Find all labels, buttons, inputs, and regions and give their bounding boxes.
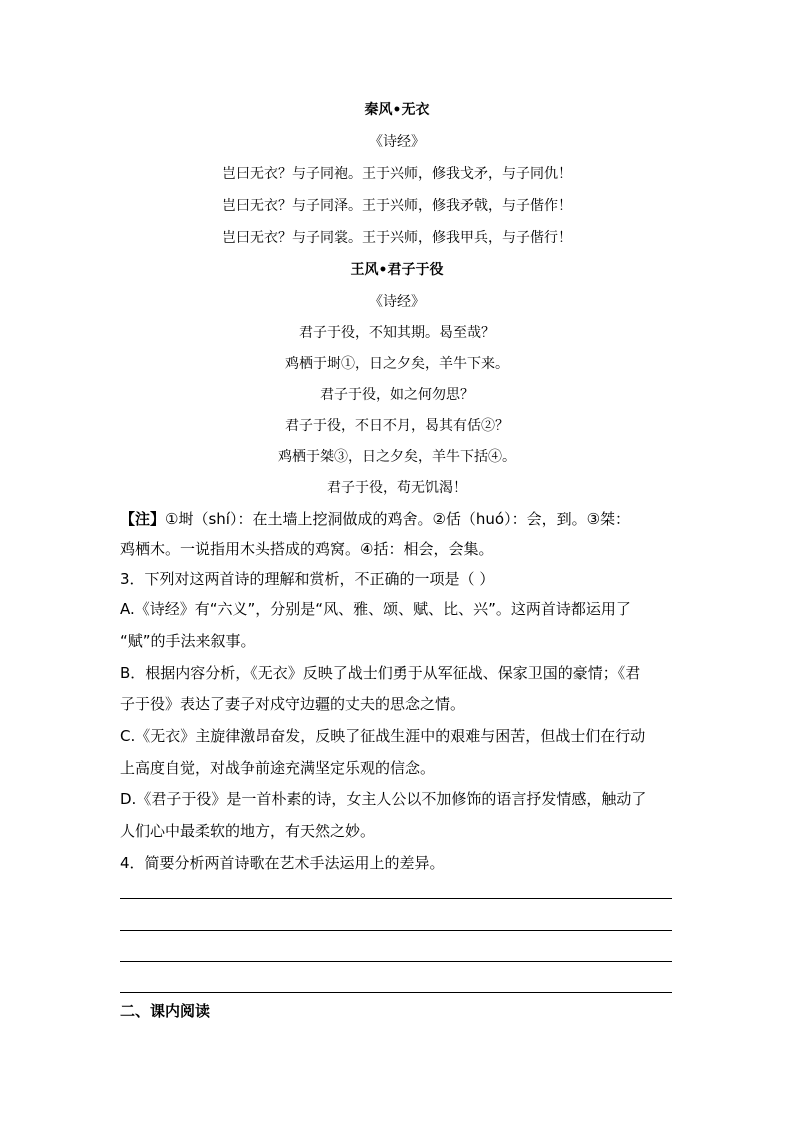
poem2-source: 《诗经》 [369,294,425,310]
option-c-line: C.《无衣》主旋律激昂奋发，反映了征战生涯中的艰难与困苦，但战士们在行动 [120,727,646,745]
option-c-line: 上高度自觉，对战争前途充满坚定乐观的信念。 [120,759,436,777]
poem1-line: 岂曰无衣？与子同泽。王于兴师，修我矛戟，与子偕作！ [222,198,572,214]
poem1-line: 岂曰无衣？与子同袍。王于兴师，修我戈矛，与子同仇！ [222,166,572,182]
poem1-title: 秦风•无衣 [364,102,430,118]
poem2-line: 君子于役，如之何勿思？ [320,387,474,403]
answer-line[interactable] [120,898,672,899]
answer-line[interactable] [120,961,672,962]
poem2-line: 鸡栖于埘①，日之夕矣，羊牛下来。 [285,356,509,372]
answer-line[interactable] [120,992,672,993]
poem2-line: 君子于役，苟无饥渴！ [327,480,467,496]
note-line [120,508,680,530]
section-heading: 二、课内阅读 [120,1002,211,1020]
poem2-line: 鸡栖于桀③，日之夕矣，羊牛下括④。 [278,449,516,465]
option-d-line: D.《君子于役》是一首朴素的诗，女主人公以不加修饰的语言抒发情感，触动了 [120,790,647,808]
question4-stem: 4．简要分析两首诗歌在艺术手法运用上的差异。 [120,854,445,872]
poem2-line: 君子于役，不知其期。曷至哉？ [299,325,495,341]
option-d-line: 人们心中最柔软的地方，有天然之妙。 [120,822,376,840]
poem2-title: 王风•君子于役 [350,262,444,278]
option-a-line: “赋”的手法来叙事。 [120,632,256,650]
option-b-line: B．根据内容分析，《无衣》反映了战士们勇于从军征战、保家卫国的豪情；《君 [120,664,641,682]
poem1-source: 《诗经》 [369,134,425,150]
option-a-line: A.《诗经》有“六义”，分别是“风、雅、颂、赋、比、兴”。这两首诗都运用了 [120,600,631,618]
note-text: ①埘（shí）：在土墙上挖洞做成的鸡舍。②佸（huó）：会，到。③桀： [165,510,631,528]
note-line: 鸡栖木。一说指用木头搭成的鸡窝。④括：相会，会集。 [120,540,494,558]
answer-line[interactable] [120,930,672,931]
note-label: 【注】 [120,510,166,528]
poem1-line: 岂曰无衣？与子同裳。王于兴师，修我甲兵，与子偕行！ [222,230,572,246]
question3-stem: 3．下列对这两首诗的理解和赏析，不正确的一项是（ ） [120,570,495,588]
poem2-line: 君子于役，不日不月，曷其有佸②？ [285,418,509,434]
option-b-line: 子于役》表达了妻子对戍守边疆的丈夫的思念之情。 [120,695,466,713]
